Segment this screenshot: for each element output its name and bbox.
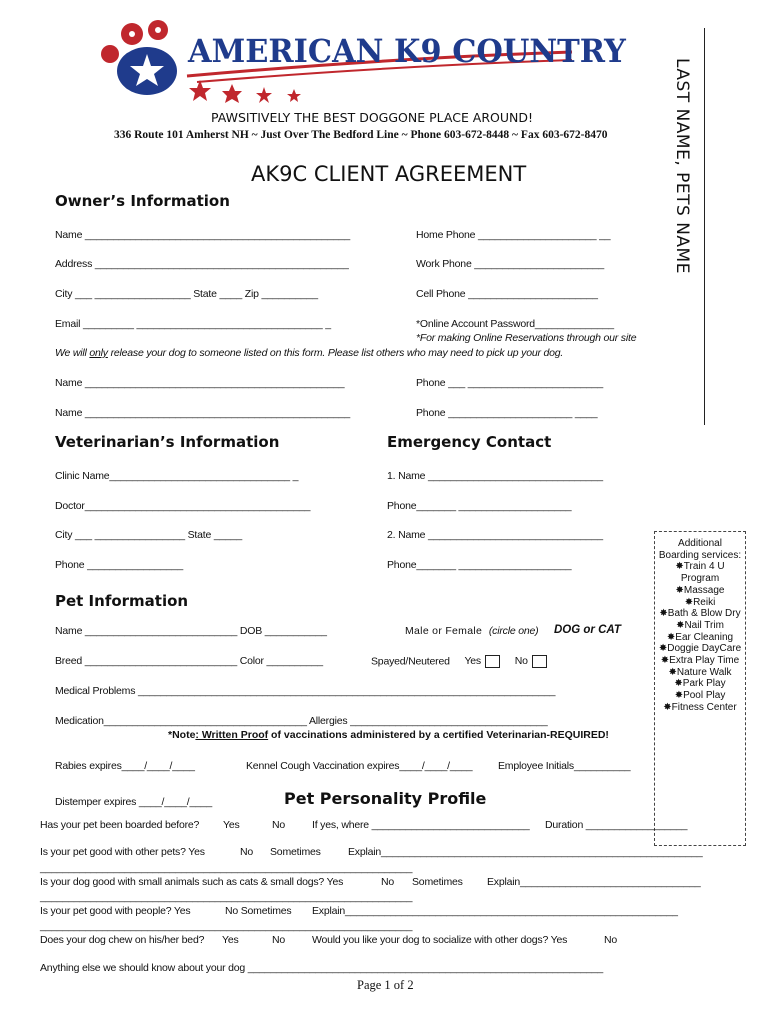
service-item: ✸Train 4 U Program <box>675 561 725 585</box>
sex-option: Male or Female (circle one) <box>405 625 539 637</box>
side-label: LAST NAME, PETS NAME <box>672 58 692 274</box>
emergency-heading: Emergency Contact <box>387 433 552 451</box>
logo <box>92 18 626 108</box>
vet-heading: Veterinarian’s Information <box>55 433 280 451</box>
rabies-field[interactable]: Rabies expires____/____/____ <box>55 760 195 772</box>
service-item: ✸Ear Cleaning <box>666 631 734 643</box>
pickup-name-1[interactable]: Name ______________________________________________ <box>55 377 345 389</box>
species-option[interactable]: DOG or CAT <box>554 624 621 636</box>
q-other-pets: Is your pet good with other pets? Yes <box>40 846 205 858</box>
work-phone-field[interactable]: Work Phone _______________________ <box>416 258 605 270</box>
online-note: *For making Online Reservations through our site <box>416 332 637 344</box>
q-small-animals-no[interactable]: No <box>381 876 395 888</box>
service-item: ✸Reiki <box>684 596 716 608</box>
spayed-neutered: Spayed/Neutered Yes No <box>371 655 551 668</box>
emergency-name-2[interactable]: 2. Name _______________________________ <box>387 529 603 541</box>
owner-heading: Owner’s Information <box>55 192 230 210</box>
services-title: Additional Boarding services: <box>658 538 742 561</box>
q-boarded: Has your pet been boarded before? <box>40 819 200 831</box>
page-title: AK9C CLIENT AGREEMENT <box>251 162 527 186</box>
employee-initials-field[interactable]: Employee Initials__________ <box>498 760 631 772</box>
q-chew-yes[interactable]: Yes <box>222 934 239 946</box>
medication-field[interactable]: Medication____________________________________ Allergies ___________________________________ <box>55 715 548 727</box>
owner-address-field[interactable]: Address _____________________________________________ <box>55 258 349 270</box>
q-people: Is your pet good with people? Yes <box>40 905 191 917</box>
q-small-animals: Is your dog good with small animals such as cats & small dogs? Yes <box>40 876 344 888</box>
q-people-no[interactable]: No Sometimes <box>225 905 292 917</box>
q-other-pets-explain[interactable]: Explain_________________________________________________________ <box>348 846 703 858</box>
service-item: ✸Park Play <box>674 678 726 690</box>
q-chew-no[interactable]: No <box>272 934 286 946</box>
service-item: ✸Fitness Center <box>663 701 737 713</box>
q-people-explain[interactable]: Explain___________________________________________________________ <box>312 905 678 917</box>
service-item: ✸Pool Play <box>674 690 726 702</box>
pet-name-dob-field[interactable]: Name ___________________________ DOB ___________ <box>55 625 327 637</box>
kennel-cough-field[interactable]: Kennel Cough Vaccination expires____/____/____ <box>246 760 473 772</box>
online-password-field[interactable]: *Online Account Password______________ <box>416 318 614 330</box>
emergency-phone-1[interactable]: Phone_______ ____________________ <box>387 500 572 512</box>
service-item: ✸Doggie DayCare <box>658 643 742 655</box>
q-anything-else[interactable]: Anything else we should know about your dog _______________________________________________________________ <box>40 962 604 974</box>
q-small-animals-line[interactable]: __________________________________________________________________ <box>40 891 413 903</box>
q-other-pets-sometimes[interactable]: Sometimes <box>270 846 321 858</box>
pet-heading: Pet Information <box>55 592 189 610</box>
vaccination-note: *Note: Written Proof of vaccinations administered by a certified Veterinarian-REQUIRED! <box>168 729 609 741</box>
vet-city-field[interactable]: City ___ ________________ State _____ <box>55 529 243 541</box>
emergency-name-1[interactable]: 1. Name _______________________________ <box>387 470 603 482</box>
q-socialize-no[interactable]: No <box>604 934 618 946</box>
pickup-phone-2[interactable]: Phone ______________________ ____ <box>416 407 598 419</box>
breed-color-field[interactable]: Breed ___________________________ Color __________ <box>55 655 323 667</box>
spayed-no-checkbox[interactable] <box>532 655 547 668</box>
medical-field[interactable]: Medical Problems __________________________________________________________________________ <box>55 685 556 697</box>
personality-heading: Pet Personality Profile <box>284 789 487 808</box>
owner-city-field[interactable]: City ___ _________________ State ____ Zip __________ <box>55 288 318 300</box>
q-chew: Does your dog chew on his/her bed? <box>40 934 205 946</box>
q-other-pets-no[interactable]: No <box>240 846 254 858</box>
tagline: PAWSITIVELY THE BEST DOGGONE PLACE AROUND! <box>211 110 534 125</box>
service-item: ✸Nature Walk <box>668 666 732 678</box>
clinic-field[interactable]: Clinic Name________________________________ _ <box>55 470 299 482</box>
q-boarded-no[interactable]: No <box>272 819 286 831</box>
cell-phone-field[interactable]: Cell Phone _______________________ <box>416 288 598 300</box>
q-people-line[interactable]: __________________________________________________________________ <box>40 920 413 932</box>
q-small-animals-explain[interactable]: Explain________________________________ <box>487 876 701 888</box>
page-number: Page 1 of 2 <box>357 978 414 992</box>
pickup-phone-1[interactable]: Phone ___ ________________________ <box>416 377 604 389</box>
spayed-yes-checkbox[interactable] <box>485 655 500 668</box>
doctor-field[interactable]: Doctor________________________________________ <box>55 500 311 512</box>
q-boarded-yes[interactable]: Yes <box>223 819 240 831</box>
email-field[interactable]: Email _________ _________________________________ _ <box>55 318 331 330</box>
pickup-name-2[interactable]: Name _______________________________________________ <box>55 407 350 419</box>
q-small-animals-sometimes[interactable]: Sometimes <box>412 876 463 888</box>
vet-phone-field[interactable]: Phone _________________ <box>55 559 183 571</box>
service-item: ✸Massage <box>675 584 725 596</box>
side-divider <box>704 28 705 425</box>
q-boarded-duration[interactable]: Duration __________________ <box>545 819 688 831</box>
release-note: We will only release your dog to someone listed on this form. Please list others who may need to pick up your dog. <box>55 347 564 359</box>
distemper-field[interactable]: Distemper expires ____/____/____ <box>55 796 213 808</box>
services-list <box>657 561 743 713</box>
business-address: 336 Route 101 Amherst NH ~ Just Over The Bedford Line ~ Phone 603-672-8448 ~ Fax 603-672-8470 <box>114 129 608 141</box>
service-item: ✸Nail Trim <box>676 619 724 631</box>
owner-name-field[interactable]: Name _______________________________________________ <box>55 229 350 241</box>
logo-text: AMERICAN K9 COUNTRY <box>188 32 626 70</box>
emergency-phone-2[interactable]: Phone_______ ____________________ <box>387 559 572 571</box>
additional-services-box <box>654 531 746 846</box>
q-socialize[interactable]: Would you like your dog to socialize with other dogs? Yes <box>312 934 568 946</box>
q-other-pets-line[interactable]: __________________________________________________________________ <box>40 862 413 874</box>
home-phone-field[interactable]: Home Phone _____________________ __ <box>416 229 611 241</box>
service-item: ✸Bath & Blow Dry <box>659 608 741 620</box>
q-boarded-where[interactable]: If yes, where ____________________________ <box>312 819 530 831</box>
service-item: ✸Extra Play Time <box>660 655 740 667</box>
